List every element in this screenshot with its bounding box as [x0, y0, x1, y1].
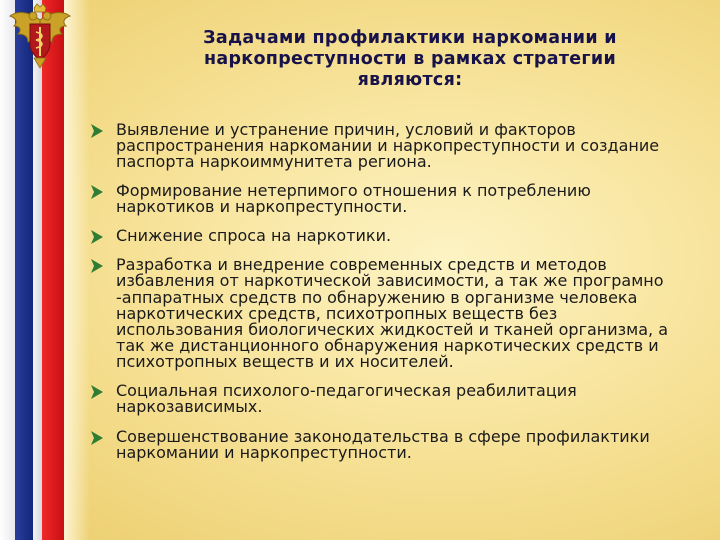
item-line: использования биологических жидкостей и тканей организма, а — [116, 320, 668, 340]
item-line: избавления от наркотической зависимости, а так же програмно — [116, 271, 664, 291]
item-line: -аппаратных средств по обнаружению в организме человека — [116, 287, 638, 307]
item-line: наркозависимых. — [116, 396, 263, 416]
stripe-white-thin — [33, 0, 42, 540]
arrowhead-bullet-icon — [90, 123, 104, 139]
item-line: Разработка и внедрение современных средств и методов — [116, 255, 607, 275]
stripe-red — [42, 0, 64, 540]
item-line: Социальная психолого-педагогическая реабилитация — [116, 380, 577, 400]
item-line: психотропных веществ и их носителей. — [116, 352, 454, 372]
item-line: Снижение спроса на наркотики. — [116, 226, 392, 246]
item-line: так же дистанционного обнаружения наркотических средств и — [116, 336, 659, 356]
list-item — [88, 380, 718, 416]
list-item — [88, 122, 718, 171]
stripe-blue — [15, 0, 33, 540]
item-line: наркотических средств, психотропных веществ без — [116, 303, 558, 323]
list-item — [88, 180, 718, 216]
item-line: Совершенствование законодательства в сфере профилактики — [116, 427, 650, 447]
eagle-emblem-icon — [4, 2, 76, 74]
arrowhead-bullet-icon — [90, 184, 104, 200]
title-line: являются: — [357, 70, 463, 90]
item-line: Выявление и устранение причин, условий и факторов — [116, 120, 576, 139]
item-line: наркотиков и наркопреступности. — [116, 196, 408, 216]
title-line: наркопреступности в рамках стратегии — [203, 49, 617, 69]
flag-stripes — [0, 0, 90, 540]
item-line: Формирование нетерпимого отношения к потреблению — [116, 180, 591, 200]
task-list — [88, 122, 718, 461]
title-line: Задачами профилактики наркомании и — [203, 28, 617, 48]
stripe-white — [0, 0, 15, 540]
arrowhead-bullet-icon — [90, 430, 104, 446]
arrowhead-bullet-icon — [90, 384, 104, 400]
list-item — [88, 429, 718, 461]
slide-title — [150, 28, 670, 91]
list-item — [88, 228, 718, 244]
item-line: паспорта наркоиммунитета региона. — [116, 152, 432, 172]
stripe-fade — [64, 0, 90, 540]
arrowhead-bullet-icon — [90, 258, 104, 274]
list-item — [88, 257, 718, 370]
item-line: распространения наркомании и наркопреступности и создание — [116, 136, 660, 156]
arrowhead-bullet-icon — [90, 229, 104, 245]
item-line: наркомании и наркопреступности. — [116, 443, 412, 463]
